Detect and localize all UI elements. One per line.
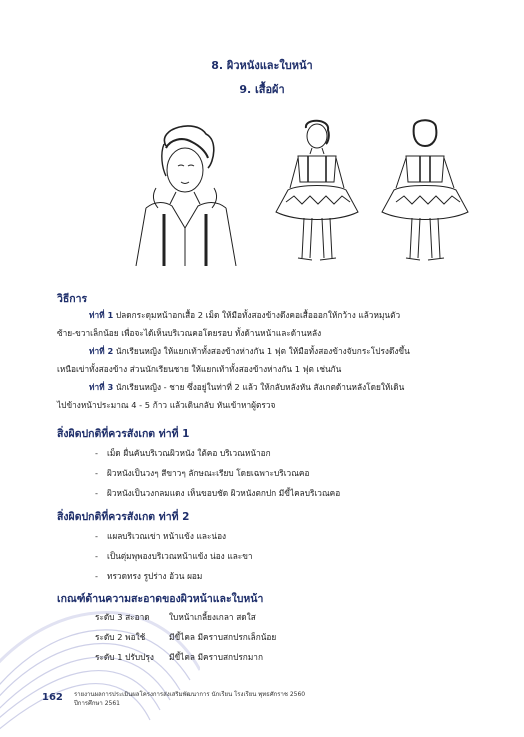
- abnormal-pose1-title: สิ่งผิดปกติที่ควรสังเกต ท่าที่ 1: [57, 428, 190, 440]
- step-2-text: นักเรียนหญิง ให้แยกเท้าทั้งสองข้างห่างกัน 1 ฟุต ให้มือทั้งสองข้างจับกระโปรงดึงขึ้น: [115, 346, 410, 356]
- criteria-title: เกณฑ์ด้านความสะอาดของผิวหน้าและใบหน้า: [57, 593, 264, 605]
- step-1-paragraph: [57, 306, 475, 342]
- step-2-label: ท่าที่ 2: [89, 346, 114, 356]
- criteria-level-row: ระดับ 1 ปรับปรุง มีขี้ไคล มีคราบสกปรกมาก: [95, 652, 263, 662]
- girl-front-illustration: [268, 118, 366, 270]
- step-3-label: ท่าที่ 3: [89, 382, 114, 392]
- abnormal-pose2-item: - แผลบริเวณเข่า หน้าแข้ง และน่อง: [95, 531, 227, 541]
- step-3-text: นักเรียนหญิง - ชาย ซึ่งอยู่ในท่าที่ 2 แล้ว ให้กลับหลังหัน สังเกตด้านหลังโดยให้เดิน: [115, 382, 405, 392]
- step-1-continuation: ซ้าย-ขวาเล็กน้อย เพื่อจะได้เห็นบริเวณคอโดยรอบ ทั้งด้านหน้าและด้านหลัง: [57, 328, 322, 338]
- abnormal-pose2-item: - เป็นตุ่มพุพองบริเวณหน้าแข้ง น่อง และขา: [95, 551, 253, 561]
- step-1-text: ปลดกระดุมหน้าอกเสื้อ 2 เม็ด ให้มือทั้งสองข้างดึงคอเสื้อออกให้กว้าง แล้วหมุนตัว: [115, 310, 401, 320]
- step-3-paragraph: [57, 378, 475, 414]
- step-2-continuation: เหนือเข่าทั้งสองข้าง ส่วนนักเรียนชาย ให้แยกเท้าทั้งสองข้างห่างกัน 1 ฟุต เช่นกัน: [57, 364, 342, 374]
- step-3-continuation: ไปข้างหน้าประมาณ 4 - 5 ก้าว แล้วเดินกลับ หันเข้าหาผู้ตรวจ: [57, 400, 276, 410]
- criteria-level-row: ระดับ 2 พอใช้ มีขี้ไคล มีคราบสกปรกเล็กน้อย: [95, 632, 277, 642]
- heading-skin-face: 8. ผิวหนังและใบหน้า: [211, 59, 313, 72]
- heading-clothing: 9. เสื้อผ้า: [239, 83, 285, 96]
- step-1-label: ท่าที่ 1: [89, 310, 114, 320]
- step-2-paragraph: [57, 342, 475, 378]
- abnormal-pose2-item: - ทรวดทรง รูปร่าง อ้วน ผอม: [95, 571, 203, 581]
- abnormal-pose1-item: - เม็ด ผื่นคันบริเวณผิวหนัง ใต้คอ บริเวณหน้าอก: [95, 448, 271, 458]
- page-number: 162: [42, 692, 63, 703]
- abnormal-pose1-item: - ผิวหนังเป็นวงกลมแดง เห็นขอบชัด ผิวหนังตกปก มีขี้ไคลบริเวณคอ: [95, 488, 341, 498]
- footer-caption: รายงานผลการประเมินผลโครงการส่งเสริมพัฒนาการ นักเรียน โรงเรียน พุทธศักราช 2560 ปีการศึกษา 2561: [74, 691, 306, 707]
- girl-back-illustration: [376, 118, 474, 270]
- collar-check-illustration: [126, 118, 244, 266]
- abnormal-pose2-title: สิ่งผิดปกติที่ควรสังเกต ท่าที่ 2: [57, 511, 190, 523]
- decorative-swirl: [0, 560, 203, 737]
- criteria-level-row: ระดับ 3 สะอาด ใบหน้าเกลี้ยงเกลา สดใส: [95, 612, 256, 622]
- method-title: วิธีการ: [57, 293, 88, 305]
- abnormal-pose1-item: - ผิวหนังเป็นวงๆ สีขาวๆ ลักษณะเรียบ โดยเฉพาะบริเวณคอ: [95, 468, 310, 478]
